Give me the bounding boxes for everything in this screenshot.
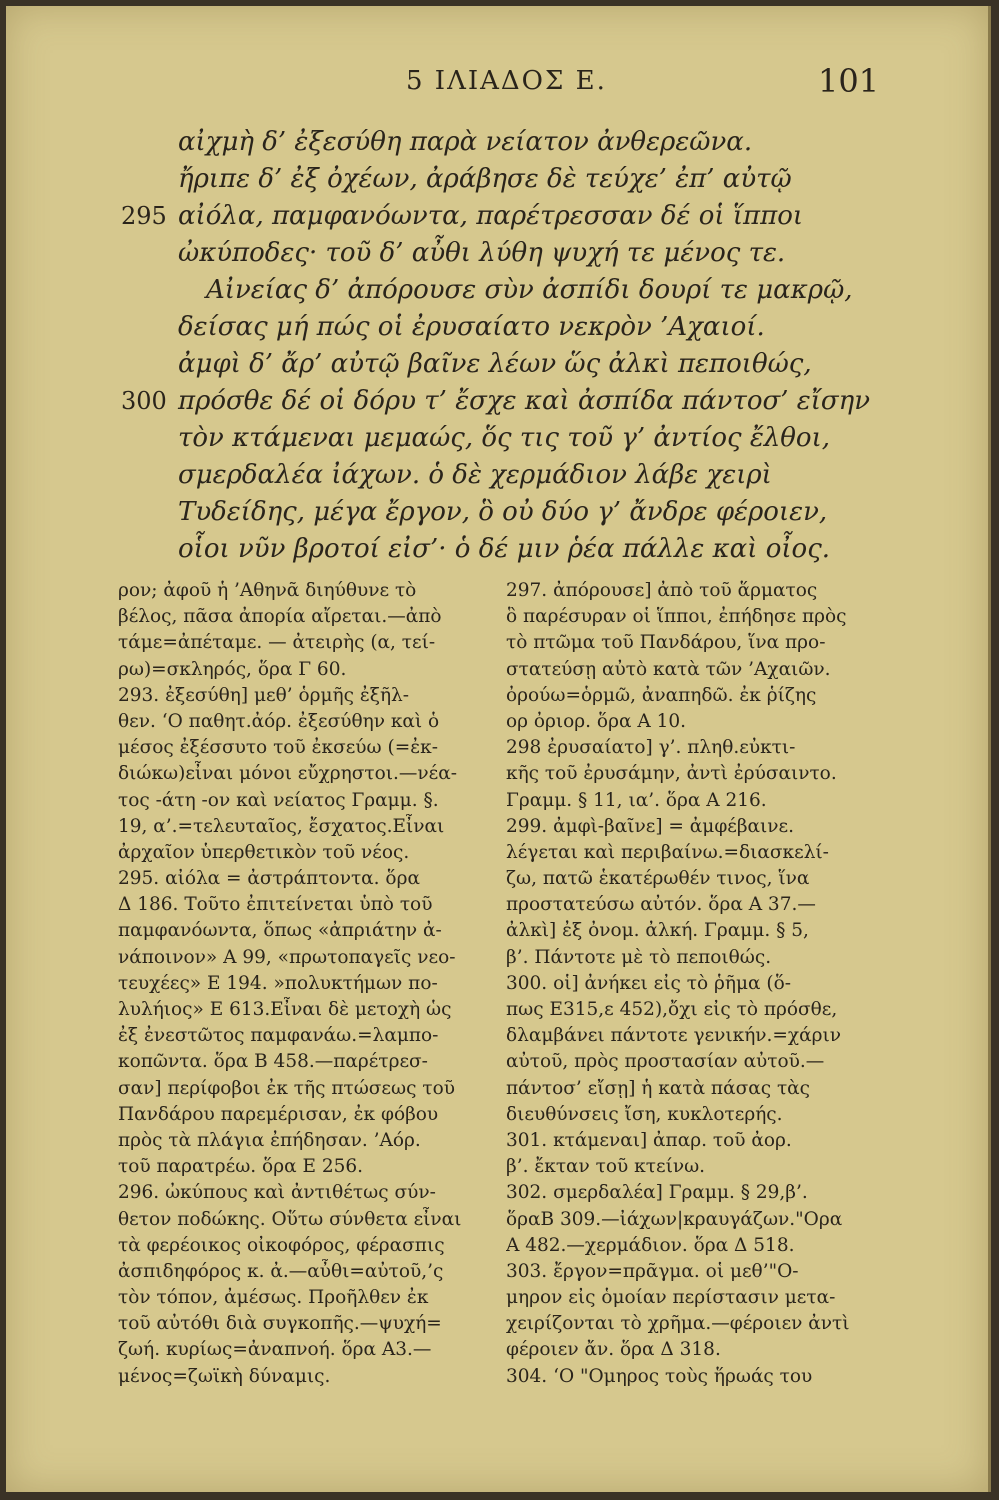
commentary-line: 303. ἔργον=πρᾶγμα. οἱ μεθ’"Ο-: [506, 1260, 799, 1282]
verse-line: [116, 124, 876, 161]
page-number: 101: [818, 62, 880, 100]
commentary-line: τοῦ παρατρέω. ὅρα Ε 256.: [118, 1156, 364, 1178]
verse-text: Αἰνείας δ’ ἀπόρουσε σὺν ἀσπίδι δουρί τε μακρῷ,: [206, 275, 853, 305]
verse-text: τὸν κτάμεναι μεμαώς, ὅς τις τοῦ γ’ ἀντίος ἔλθοι,: [178, 423, 831, 453]
verse-line: [116, 420, 876, 457]
verse-line: [116, 346, 876, 383]
commentary-line: ἀλκὶ] ἐξ ὀνομ. ἀλκή. Γραμμ. § 5,: [506, 920, 809, 942]
verse-text: οἷοι νῦν βροτοί εἰσ’· ὁ δέ μιν ῥέα πάλλε καὶ οἶος.: [178, 534, 831, 564]
verse-text: ὠκύποδες· τοῦ δ’ αὖθι λύθη ψυχή τε μένος τε.: [178, 238, 786, 268]
commentary-line: δλαμβάνει πάντοτε γενικήν.=χάριν: [506, 1025, 841, 1047]
verse-line: [116, 235, 876, 272]
commentary-line: ἀρχαῖον ὑπερθετικὸν τοῦ νέος.: [118, 841, 410, 863]
commentary-line: ὅραΒ 309.—ἰάχων|κραυγάζων."Ορα: [506, 1208, 843, 1230]
commentary-line: ρον; ἀφοῦ ἡ ’Αθηνᾶ διηύθυνε τὸ: [118, 580, 417, 601]
commentary-line: αὐτοῦ, πρὸς προστασίαν αὐτοῦ.—: [506, 1051, 825, 1073]
commentary-line: πρὸς τὰ πλάγια ἐπήδησαν. ’Αόρ.: [118, 1129, 421, 1151]
commentary-line: 304. ‘Ο "Ομηρος τοὺς ἥρωάς του: [506, 1365, 813, 1387]
commentary-line: τοῦ αὐτόθι διὰ συγκοπῆς.—ψυχή=: [118, 1313, 442, 1335]
commentary-line: προστατεύσω αὐτόν. ὅρα Α 37.—: [506, 894, 816, 916]
verse-line: [116, 161, 876, 198]
commentary-line: 293. ἐξεσύθη] μεθ’ ὁρμῆς ἐξῆλ-: [118, 684, 410, 706]
commentary-line: Πανδάρου παρεμέρισαν, ἐκ φόβου: [118, 1103, 439, 1125]
commentary-line: πάντοσ’ εἴσῃ] ἡ κατὰ πάσας τὰς: [506, 1077, 811, 1099]
commentary-line: 302. σμερδαλέα] Γραμμ. § 29,β’.: [506, 1182, 808, 1204]
verse-number: 300: [121, 387, 167, 415]
commentary-line: θεν. ‘Ο παθητ.ἀόρ. ἐξεσύθην καὶ ὁ: [118, 710, 440, 732]
commentary-line: διώκω)εἶναι μόνοι εὔχρηστοι.—νέα-: [118, 763, 457, 785]
commentary-line: Γραμμ. § 11, ια’. ὅρα Α 216.: [506, 789, 767, 811]
verse-line: [116, 531, 876, 568]
commentary-line: στατεύσῃ αὐτὸ κατὰ τῶν ’Αχαιῶν.: [506, 658, 831, 680]
commentary-line: πως Ε315,ε 452),ὄχι εἰς τὸ πρόσθε,: [506, 999, 838, 1020]
page-header: [6, 62, 988, 102]
commentary-line: 297. ἀπόρουσε] ἀπὸ τοῦ ἅρματος: [506, 580, 818, 601]
commentary-line: ἐξ ἐνεστῶτος παμφανάω.=λαμπο-: [118, 1025, 439, 1047]
verse-line: [116, 309, 876, 346]
commentary-line: 295. αἰόλα = ἀστράπτοντα. ὅρα: [118, 868, 420, 890]
commentary-line: μένος=ζωϊκὴ δύναμις.: [118, 1365, 331, 1387]
commentary-line: χειρίζονται τὸ χρῆμα.—φέροιεν ἀντὶ: [506, 1313, 850, 1335]
commentary-line: τευχέες» Ε 194. »πολυκτήμων πο-: [118, 972, 438, 994]
verse-text: Τυδείδης, μέγα ἔργον, ὃ οὐ δύο γ’ ἄνδρε φέροιεν,: [178, 497, 828, 527]
commentary-line: κῆς τοῦ ἐρυσάμην, ἀντὶ ἐρύσαιντο.: [506, 763, 837, 785]
commentary-line: λέγεται καὶ περιβαίνω.=διασκελί-: [506, 841, 829, 863]
commentary-line: 299. ἀμφὶ-βαῖνε] = ἀμφέβαινε.: [506, 815, 795, 837]
verse-text: πρόσθε δέ οἱ δόρυ τ’ ἔσχε καὶ ἀσπίδα πάντοσ’ εἴσην: [178, 386, 871, 416]
verse-line: [116, 272, 876, 309]
commentary-line: μέσος ἐξέσσυτο τοῦ ἐκσεύω (=ἐκ-: [118, 737, 438, 759]
commentary-line: νάποινον» Α 99, «πρωτοπαγεῖς νεο-: [118, 946, 456, 968]
commentary-line: τὰ φερέοικος οἰκοφόρος, φέρασπις: [118, 1234, 445, 1256]
commentary-line: τος -άτη -ον καὶ νείατος Γραμμ. §.: [118, 789, 439, 811]
commentary-line: 19, α’.=τελευταῖος, ἔσχατος.Εἶναι: [118, 815, 445, 837]
verse-text: δείσας μή πώς οἱ ἐρυσαίατο νεκρὸν ’Αχαιοί.: [178, 312, 765, 342]
verse-text: ἤριπε δ’ ἐξ ὀχέων, ἀράβησε δὲ τεύχε’ ἐπ’ αὐτῷ: [178, 164, 792, 194]
book-page: [6, 6, 991, 1492]
commentary-line: βέλος, πᾶσα ἀπορία αἴρεται.—ἀπὸ: [118, 606, 442, 628]
running-head: 5 ΙΛΙΑΔΟΣ Ε.: [406, 66, 607, 96]
verse-line: [116, 494, 876, 531]
verse-number: 295: [121, 202, 167, 230]
commentary-line: διευθύνσεις ἴση, κυκλοτερής.: [506, 1103, 783, 1125]
commentary-line: λυλήιος» Ε 613.Εἶναι δὲ μετοχὴ ὡς: [118, 999, 452, 1020]
verse-text: ἀμφὶ δ’ ἄρ’ αὐτῷ βαῖνε λέων ὥς ἀλκὶ πεποιθώς,: [178, 349, 812, 379]
commentary-line: β’. ἔκταν τοῦ κτείνω.: [506, 1156, 706, 1178]
commentary-line: β’. Πάντοτε μὲ τὸ πεποιθώς.: [506, 946, 772, 968]
commentary-line: τάμε=ἀπέταμε. — ἀτειρὴς (α, τεί-: [118, 632, 436, 654]
commentary-line: ρω)=σκληρός, ὅρα Γ 60.: [118, 658, 347, 680]
commentary-line: 298 ἐρυσαίατο] γ’. πληθ.εὐκτι-: [506, 737, 796, 759]
commentary-line: μηρον εἰς ὁμοίαν περίστασιν μετα-: [506, 1287, 836, 1309]
commentary-line: ορ ὀριορ. ὅρα Α 10.: [506, 710, 686, 732]
commentary-line: σαν] περίφοβοι ἐκ τῆς πτώσεως τοῦ: [118, 1077, 455, 1099]
commentary-line: ἀσπιδηφόρος κ. ἀ.—αὖθι=αὐτοῦ,’ς: [118, 1260, 444, 1282]
verse-text: σμερδαλέα ἰάχων. ὁ δὲ χερμάδιον λάβε χειρὶ: [178, 460, 772, 490]
commentary-line: φέροιεν ἄν. ὅρα Δ 318.: [506, 1339, 721, 1361]
commentary-line: ὃ παρέσυραν οἱ ἵπποι, ἐπήδησε πρὸς: [506, 606, 847, 628]
commentary-line: 301. κτάμεναι] ἀπαρ. τοῦ ἀορ.: [506, 1129, 792, 1151]
commentary-line: Δ 186. Τοῦτο ἐπιτείνεται ὑπὸ τοῦ: [118, 894, 433, 916]
commentary-line: Α 482.—χερμάδιον. ὅρα Δ 518.: [506, 1234, 795, 1256]
commentary-line: ζω, πατῶ ἑκατέρωθέν τινος, ἵνα: [506, 868, 810, 890]
verse-line: [116, 457, 876, 494]
commentary-line: ὀρούω=ὁρμῶ, ἀναπηδῶ. ἐκ ῥίζης: [506, 684, 817, 706]
commentary-line: κοπῶντα. ὅρα Β 458.—παρέτρεσ-: [118, 1051, 428, 1073]
verse-block: [116, 124, 876, 568]
commentary-right-column: [506, 578, 874, 1390]
commentary-line: τὸν τόπον, ἀμέσως. Προῆλθεν ἐκ: [118, 1287, 429, 1309]
verse-line: [116, 198, 876, 235]
commentary-line: παμφανόωντα, ὅπως «ἀπριάτην ἀ-: [118, 920, 442, 942]
commentary-line: 300. οἱ] ἀνήκει εἰς τὸ ῥῆμα (ὅ-: [506, 972, 791, 994]
verse-line: [116, 383, 876, 420]
commentary-line: ζωή. κυρίως=ἀναπνοή. ὅρα Α3.—: [118, 1339, 432, 1361]
commentary-left-column: [118, 578, 480, 1390]
commentary-line: θετον ποδώκης. Οὕτω σύνθετα εἶναι: [118, 1208, 462, 1230]
verse-text: αἰόλα, παμφανόωντα, παρέτρεσσαν δέ οἱ ἵπποι: [178, 201, 804, 231]
commentary-line: τὸ πτῶμα τοῦ Πανδάρου, ἵνα προ-: [506, 632, 826, 654]
verse-text: αἰχμὴ δ’ ἐξεσύθη παρὰ νείατον ἀνθερεῶνα.: [178, 127, 753, 157]
commentary-line: 296. ὠκύπους καὶ ἀντιθέτως σύν-: [118, 1182, 436, 1204]
